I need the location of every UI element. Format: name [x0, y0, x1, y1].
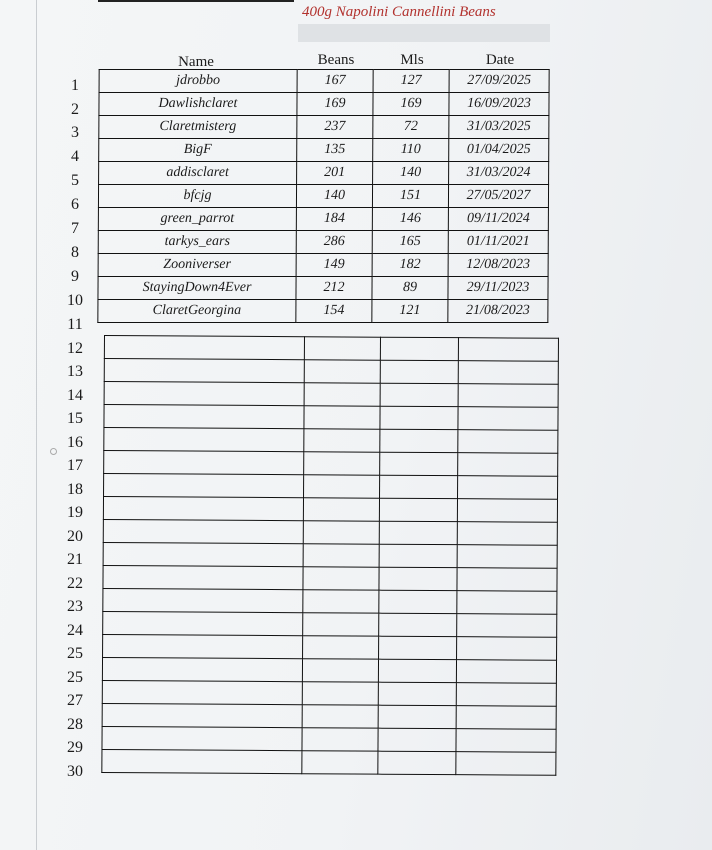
- cell-name: [102, 749, 302, 773]
- table-row: [98, 208, 548, 231]
- cell-name: [102, 703, 302, 727]
- cell-beans: 201: [297, 162, 373, 185]
- table-row: [104, 451, 558, 477]
- row-number: 10: [67, 292, 83, 309]
- cell-name: [103, 634, 303, 658]
- cell-date: 01/11/2021: [448, 231, 548, 254]
- cell-date: 09/11/2024: [448, 208, 548, 231]
- row-number: 30: [67, 763, 83, 780]
- table-row: [104, 405, 558, 431]
- cell-mls: [380, 406, 458, 429]
- row-number: 8: [71, 244, 79, 261]
- cell-date: 12/08/2023: [448, 254, 548, 277]
- cell-date: [456, 706, 556, 730]
- table-row: [102, 726, 556, 752]
- cell-mls: 127: [373, 70, 449, 93]
- table-row: [99, 139, 549, 162]
- cell-name: green_parrot: [98, 208, 296, 231]
- cell-beans: [302, 751, 378, 774]
- cell-beans: [303, 521, 379, 544]
- cell-date: 01/04/2025: [449, 139, 549, 162]
- table-row: [103, 519, 557, 545]
- cell-name: [104, 451, 304, 475]
- cell-mls: [379, 590, 457, 613]
- cell-name: Claretmisterg: [99, 116, 297, 139]
- row-number: 11: [67, 316, 83, 333]
- cell-date: [458, 430, 558, 454]
- cell-mls: 110: [373, 139, 449, 162]
- cell-date: [457, 614, 557, 638]
- cell-date: [458, 476, 558, 500]
- cell-mls: [379, 544, 457, 567]
- cell-mls: [379, 521, 457, 544]
- cell-mls: [380, 337, 458, 360]
- empty-entries-table: [101, 335, 559, 776]
- table-row: [104, 474, 558, 500]
- row-number: 9: [71, 268, 79, 285]
- row-number: 4: [71, 148, 79, 165]
- row-number: 2: [71, 101, 79, 118]
- cell-mls: [379, 498, 457, 521]
- sheet-title: 400g Napolini Cannellini Beans: [302, 4, 496, 20]
- cell-mls: [378, 659, 456, 682]
- cell-mls: [379, 567, 457, 590]
- row-number: 16: [67, 434, 83, 451]
- table-row: [98, 254, 548, 277]
- cell-beans: [303, 636, 379, 659]
- row-number: 29: [67, 739, 83, 756]
- cell-beans: [304, 429, 380, 452]
- cell-name: [103, 611, 303, 635]
- cell-beans: [302, 659, 378, 682]
- table-row: [104, 382, 558, 408]
- cell-beans: [304, 360, 380, 383]
- table-row: [103, 611, 557, 637]
- table-row: [103, 497, 557, 523]
- top-rule: [98, 0, 294, 2]
- cell-name: tarkys_ears: [98, 231, 296, 254]
- cell-name: [104, 474, 304, 498]
- hole-punch-mark: [50, 448, 57, 455]
- table-row: [103, 565, 557, 591]
- row-number: 23: [67, 598, 83, 615]
- cell-date: [458, 453, 558, 477]
- cell-name: [102, 726, 302, 750]
- table-row: [103, 634, 557, 660]
- row-number: 20: [67, 528, 83, 545]
- header-mls: Mls: [400, 52, 424, 68]
- cell-date: [456, 729, 556, 753]
- cell-date: [456, 752, 556, 776]
- cell-mls: 182: [372, 254, 448, 277]
- cell-date: [458, 407, 558, 431]
- cell-date: [458, 361, 558, 385]
- cell-beans: [302, 705, 378, 728]
- cell-name: Dawlishclaret: [99, 93, 297, 116]
- cell-beans: 169: [297, 93, 373, 116]
- cell-beans: [304, 406, 380, 429]
- cell-date: [457, 568, 557, 592]
- cell-date: [458, 384, 558, 408]
- cell-name: [104, 428, 304, 452]
- cell-name: [102, 657, 302, 681]
- cell-date: [457, 522, 557, 546]
- row-number: 6: [71, 196, 79, 213]
- header-beans: Beans: [317, 52, 355, 68]
- cell-date: 27/09/2025: [449, 70, 549, 93]
- row-number: 13: [67, 363, 83, 380]
- cell-mls: [378, 751, 456, 774]
- table-row: [102, 703, 556, 729]
- table-row: [104, 336, 558, 362]
- table-row: [99, 70, 549, 93]
- table-row: [102, 657, 556, 683]
- cell-mls: [379, 636, 457, 659]
- cell-mls: [378, 682, 456, 705]
- cell-date: [456, 660, 556, 684]
- cell-date: [457, 545, 557, 569]
- cell-name: ClaretGeorgina: [98, 300, 296, 323]
- row-number: 1: [71, 77, 79, 94]
- row-number: 14: [67, 387, 83, 404]
- row-number: 19: [67, 504, 83, 521]
- row-number: 18: [67, 481, 83, 498]
- cell-name: [103, 588, 303, 612]
- row-number: 27: [67, 692, 83, 709]
- cell-mls: [378, 705, 456, 728]
- page-margin-line: [36, 0, 37, 850]
- cell-mls: 146: [372, 208, 448, 231]
- cell-beans: 237: [297, 116, 373, 139]
- cell-beans: [304, 337, 380, 360]
- cell-name: addisclaret: [99, 162, 297, 185]
- cell-date: [457, 637, 557, 661]
- cell-date: [458, 338, 558, 362]
- row-number: 3: [71, 124, 79, 141]
- row-number: 15: [67, 410, 83, 427]
- cell-date: 29/11/2023: [448, 277, 548, 300]
- cell-name: [104, 382, 304, 406]
- cell-mls: [380, 452, 458, 475]
- cell-beans: 140: [296, 185, 372, 208]
- table-row: [103, 588, 557, 614]
- cell-name: BigF: [99, 139, 297, 162]
- row-number: 22: [67, 575, 83, 592]
- cell-name: bfcjg: [98, 185, 296, 208]
- cell-name: [104, 405, 304, 429]
- cell-beans: [302, 728, 378, 751]
- cell-beans: 154: [296, 300, 372, 323]
- cell-mls: 89: [372, 277, 448, 300]
- cell-date: 31/03/2025: [449, 116, 549, 139]
- cell-mls: 121: [372, 300, 448, 323]
- row-number: 24: [67, 622, 83, 639]
- table-row: [98, 277, 548, 300]
- cell-mls: 151: [372, 185, 448, 208]
- title-shaded-bar: [298, 24, 550, 42]
- row-number: 17: [67, 457, 83, 474]
- cell-name: [104, 359, 304, 383]
- table-row: [99, 162, 549, 185]
- cell-beans: [303, 544, 379, 567]
- cell-beans: [302, 682, 378, 705]
- cell-name: [103, 565, 303, 589]
- cell-date: [457, 591, 557, 615]
- cell-mls: [380, 360, 458, 383]
- cell-name: Zooniverser: [98, 254, 296, 277]
- table-row: [103, 542, 557, 568]
- table-row: [102, 749, 556, 775]
- header-name: Name: [178, 54, 214, 70]
- cell-name: [103, 542, 303, 566]
- cell-beans: [304, 475, 380, 498]
- cell-name: [103, 519, 303, 543]
- cell-beans: [303, 613, 379, 636]
- cell-beans: [303, 498, 379, 521]
- cell-name: [103, 497, 303, 521]
- table-row: [104, 428, 558, 454]
- cell-mls: [379, 613, 457, 636]
- cell-mls: 165: [372, 231, 448, 254]
- table-row: [98, 185, 548, 208]
- cell-beans: 212: [296, 277, 372, 300]
- row-number: 25: [67, 645, 83, 662]
- cell-beans: 184: [296, 208, 372, 231]
- cell-mls: [380, 429, 458, 452]
- cell-beans: 149: [296, 254, 372, 277]
- cell-mls: 169: [373, 93, 449, 116]
- cell-mls: 72: [373, 116, 449, 139]
- table-row: [98, 300, 548, 323]
- cell-beans: [303, 567, 379, 590]
- cell-date: 31/03/2024: [449, 162, 549, 185]
- row-number: 12: [67, 340, 83, 357]
- row-number: 7: [71, 220, 79, 237]
- row-number: 25: [67, 669, 83, 686]
- cell-name: StayingDown4Ever: [98, 277, 296, 300]
- cell-beans: 167: [297, 70, 373, 93]
- cell-beans: 286: [296, 231, 372, 254]
- cell-name: [102, 680, 302, 704]
- cell-beans: [304, 383, 380, 406]
- entries-table: [97, 69, 549, 323]
- row-number: 5: [71, 172, 79, 189]
- table-row: [98, 231, 548, 254]
- table-row: [99, 93, 549, 116]
- cell-date: [457, 499, 557, 523]
- cell-beans: [304, 452, 380, 475]
- cell-mls: [380, 383, 458, 406]
- cell-date: 21/08/2023: [448, 300, 548, 323]
- cell-date: 27/05/2027: [448, 185, 548, 208]
- cell-mls: [380, 475, 458, 498]
- table-row: [99, 116, 549, 139]
- table-row: [104, 359, 558, 385]
- cell-beans: 135: [297, 139, 373, 162]
- cell-date: 16/09/2023: [449, 93, 549, 116]
- cell-name: jdrobbo: [99, 70, 297, 93]
- table-row: [102, 680, 556, 706]
- cell-name: [104, 336, 304, 360]
- cell-beans: [303, 590, 379, 613]
- cell-mls: [378, 728, 456, 751]
- cell-mls: 140: [373, 162, 449, 185]
- cell-date: [456, 683, 556, 707]
- row-number: 28: [67, 716, 83, 733]
- row-number: 21: [67, 551, 83, 568]
- header-date: Date: [485, 52, 515, 68]
